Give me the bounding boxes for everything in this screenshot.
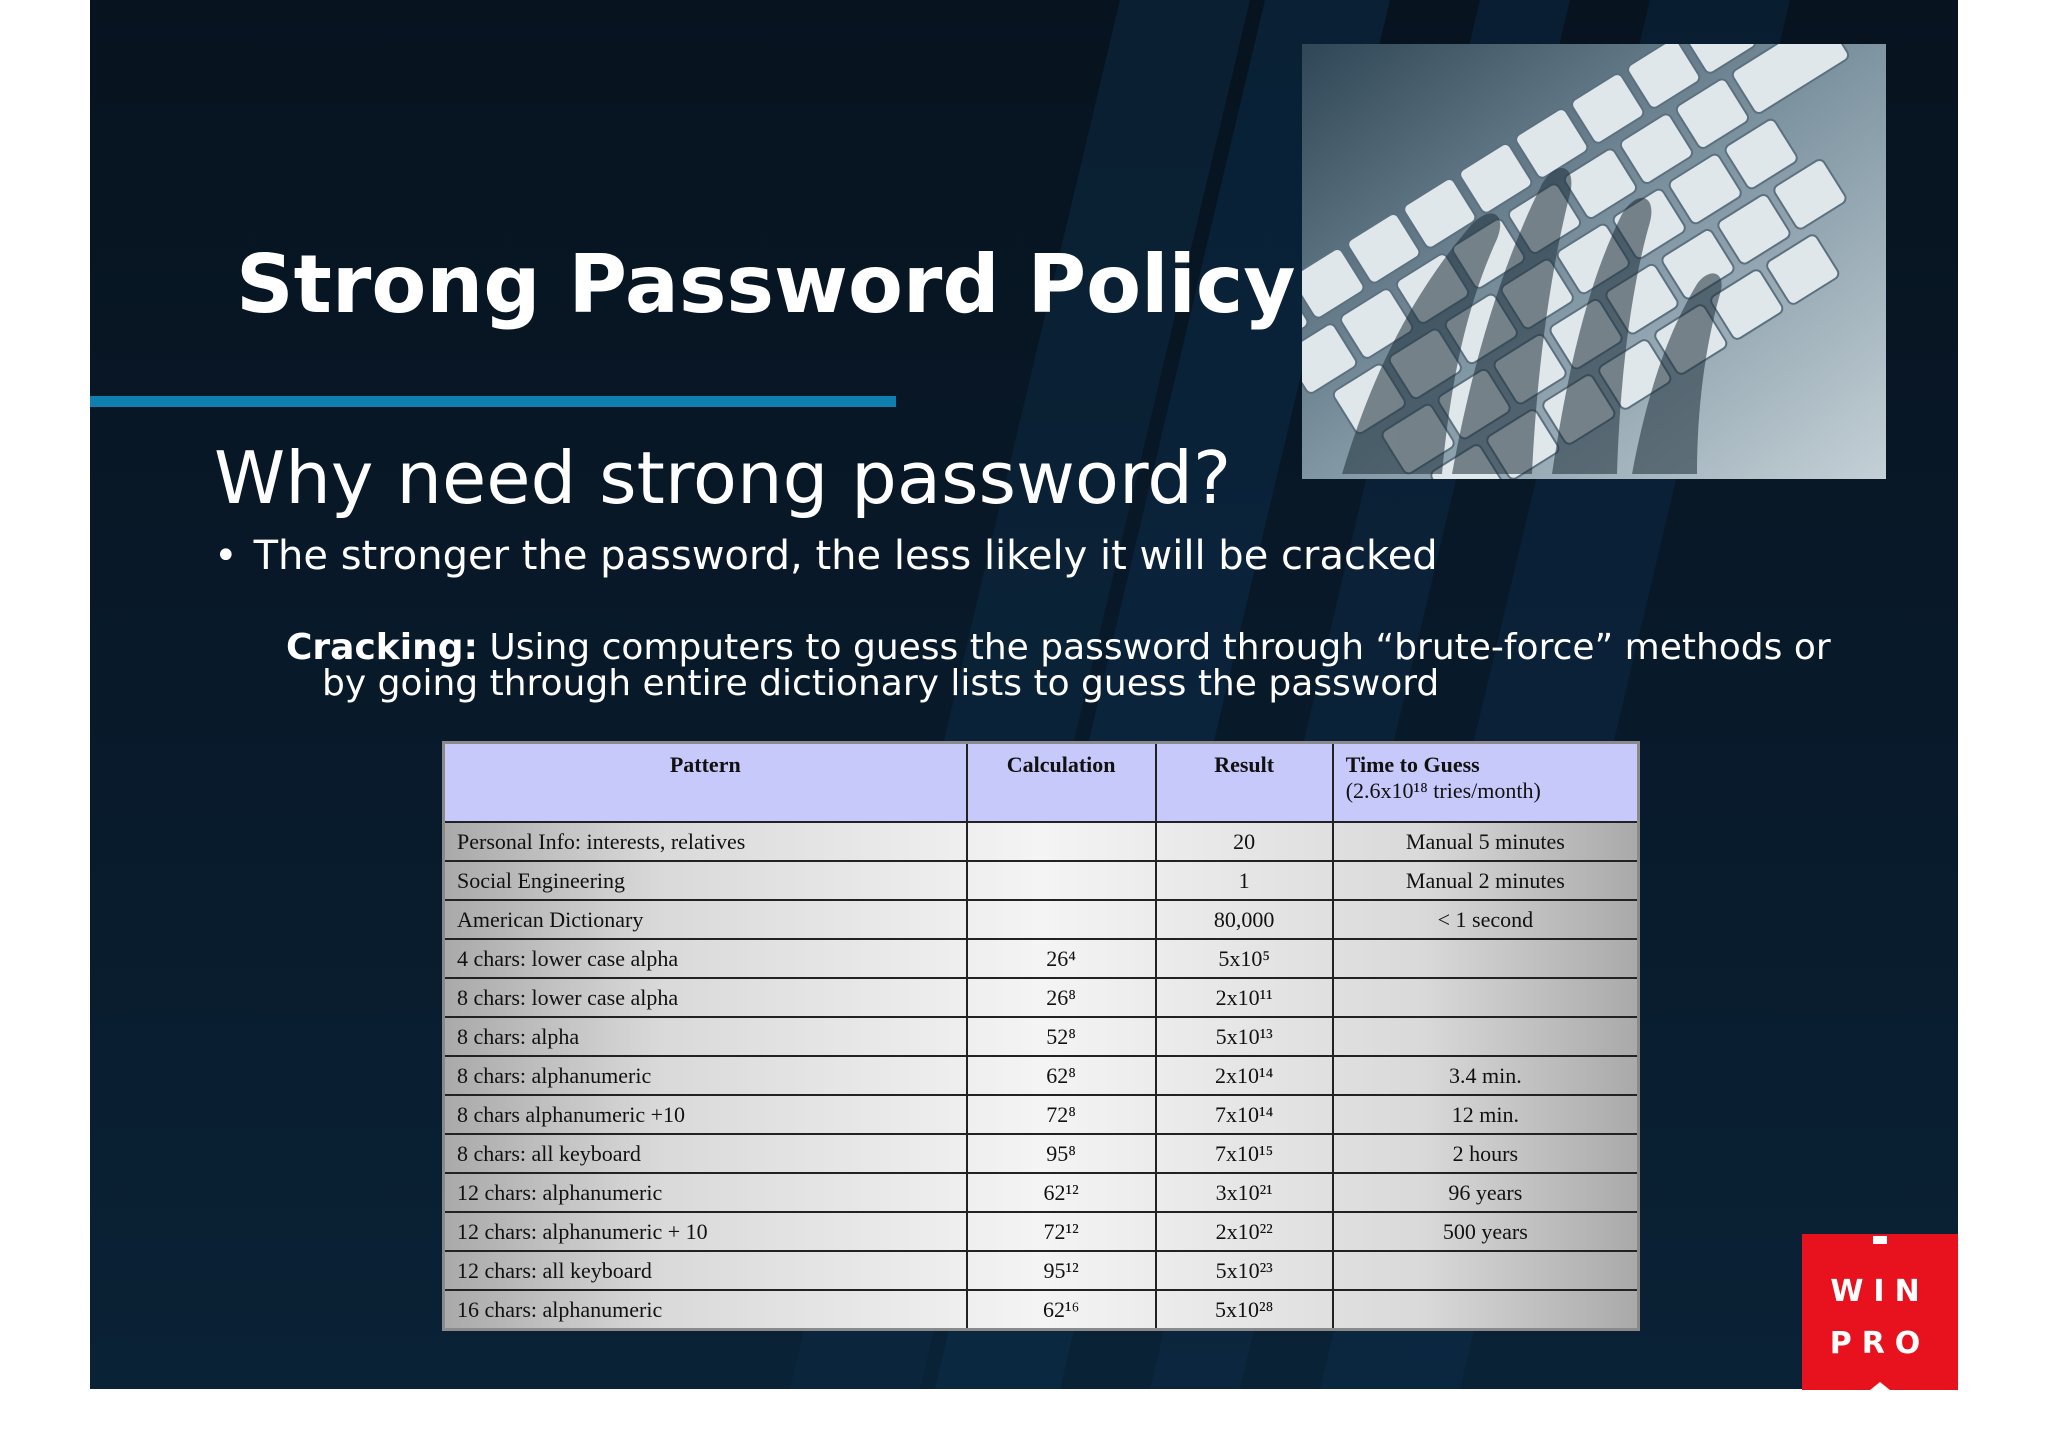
cell-pattern: Social Engineering — [444, 861, 967, 900]
cell-result: 5x10²³ — [1156, 1251, 1333, 1290]
section-heading: Why need strong password? — [214, 436, 1232, 520]
table-header-row — [444, 743, 1639, 823]
cell-calculation: 95⁸ — [967, 1134, 1156, 1173]
cell-pattern: 8 chars: all keyboard — [444, 1134, 967, 1173]
cell-result: 2x10¹¹ — [1156, 978, 1333, 1017]
cell-time: 2 hours — [1333, 1134, 1639, 1173]
slide — [90, 0, 1958, 1389]
table-row — [444, 900, 1639, 939]
cracking-term: Cracking: — [286, 627, 478, 668]
cell-pattern: Personal Info: interests, relatives — [444, 822, 967, 861]
cell-time — [1333, 1017, 1639, 1056]
cell-result: 2x10²² — [1156, 1212, 1333, 1251]
cell-result: 2x10¹⁴ — [1156, 1056, 1333, 1095]
cell-time: 3.4 min. — [1333, 1056, 1639, 1095]
cell-calculation: 52⁸ — [967, 1017, 1156, 1056]
cell-result: 5x10¹³ — [1156, 1017, 1333, 1056]
cell-pattern: 8 chars: alphanumeric — [444, 1056, 967, 1095]
cell-pattern: 16 chars: alphanumeric — [444, 1290, 967, 1330]
cell-calculation — [967, 822, 1156, 861]
cell-pattern: 12 chars: alphanumeric + 10 — [444, 1212, 967, 1251]
cracking-definition — [286, 627, 1906, 704]
table-row — [444, 1134, 1639, 1173]
cell-pattern: 4 chars: lower case alpha — [444, 939, 967, 978]
table-row — [444, 1212, 1639, 1251]
keyboard-photo — [1302, 44, 1886, 479]
cell-result: 3x10²¹ — [1156, 1173, 1333, 1212]
cell-result: 5x10²⁸ — [1156, 1290, 1333, 1330]
cell-result: 7x10¹⁵ — [1156, 1134, 1333, 1173]
cell-result: 7x10¹⁴ — [1156, 1095, 1333, 1134]
table-row — [444, 978, 1639, 1017]
table-row — [444, 1173, 1639, 1212]
logo-line-2: PRO — [1829, 1326, 1931, 1361]
cell-result: 20 — [1156, 822, 1333, 861]
title-underline — [90, 396, 896, 407]
cell-result: 1 — [1156, 861, 1333, 900]
cell-time — [1333, 978, 1639, 1017]
cell-calculation: 62¹⁶ — [967, 1290, 1156, 1330]
cell-time: 12 min. — [1333, 1095, 1639, 1134]
table-row — [444, 861, 1639, 900]
table-row — [444, 939, 1639, 978]
cell-result: 80,000 — [1156, 900, 1333, 939]
header-result: Result — [1156, 743, 1333, 823]
logo-top-mark — [1873, 1236, 1887, 1244]
cell-calculation — [967, 900, 1156, 939]
table-row — [444, 1095, 1639, 1134]
table-row — [444, 1251, 1639, 1290]
table-row — [444, 822, 1639, 861]
cell-calculation: 95¹² — [967, 1251, 1156, 1290]
slide-title: Strong Password Policy — [236, 238, 1296, 331]
header-pattern: Pattern — [444, 743, 967, 823]
cell-calculation: 26⁸ — [967, 978, 1156, 1017]
cell-time — [1333, 1251, 1639, 1290]
table-row — [444, 1056, 1639, 1095]
password-strength-table — [442, 741, 1640, 1331]
cell-calculation: 26⁴ — [967, 939, 1156, 978]
cell-time — [1333, 939, 1639, 978]
cell-pattern: 12 chars: alphanumeric — [444, 1173, 967, 1212]
header-time-rate: (2.6x10¹⁸ tries/month) — [1345, 778, 1541, 803]
bullet-point — [214, 533, 1438, 579]
bullet-text: The stronger the password, the less likely it will be cracked — [253, 533, 1438, 579]
cell-time: Manual 2 minutes — [1333, 861, 1639, 900]
cell-pattern: 8 chars: lower case alpha — [444, 978, 967, 1017]
cell-time: < 1 second — [1333, 900, 1639, 939]
cell-calculation: 62¹² — [967, 1173, 1156, 1212]
table-row — [444, 1017, 1639, 1056]
header-time-to-guess — [1333, 743, 1639, 823]
cell-calculation: 62⁸ — [967, 1056, 1156, 1095]
cell-time: Manual 5 minutes — [1333, 822, 1639, 861]
cell-pattern: 12 chars: all keyboard — [444, 1251, 967, 1290]
winpro-logo — [1802, 1234, 1958, 1390]
cracking-line-1 — [286, 627, 1906, 668]
table-row — [444, 1290, 1639, 1330]
cell-time: 500 years — [1333, 1212, 1639, 1251]
header-calculation: Calculation — [967, 743, 1156, 823]
cracking-text-1: Using computers to guess the password through “brute-force” methods or — [489, 627, 1831, 668]
cell-time — [1333, 1290, 1639, 1330]
cell-result: 5x10⁵ — [1156, 939, 1333, 978]
cell-pattern: 8 chars alphanumeric +10 — [444, 1095, 967, 1134]
logo-line-1: WIN — [1830, 1274, 1930, 1309]
bullet-icon: • — [214, 533, 238, 579]
cell-pattern: American Dictionary — [444, 900, 967, 939]
cell-calculation: 72⁸ — [967, 1095, 1156, 1134]
cell-calculation: 72¹² — [967, 1212, 1156, 1251]
cracking-line-2: by going through entire dictionary lists to guess the password — [322, 663, 1440, 704]
header-time-label: Time to Guess — [1345, 752, 1480, 777]
cell-calculation — [967, 861, 1156, 900]
logo-bottom-mark — [1870, 1382, 1890, 1390]
cell-pattern: 8 chars: alpha — [444, 1017, 967, 1056]
cell-time: 96 years — [1333, 1173, 1639, 1212]
